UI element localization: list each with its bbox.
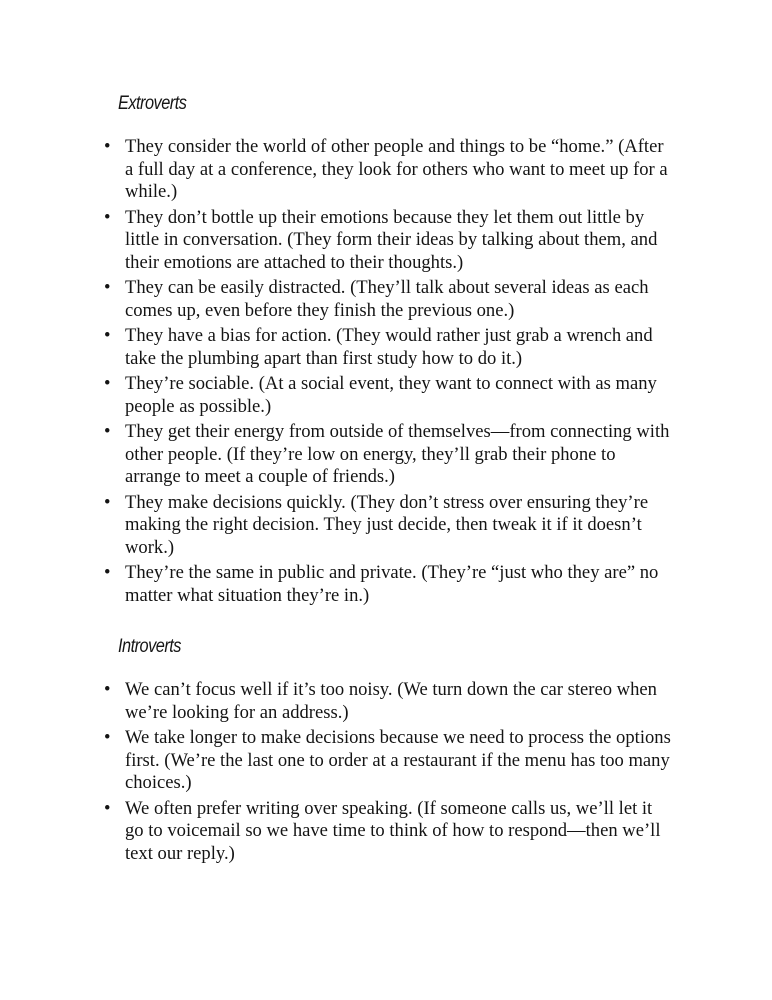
- bullet-icon: •: [104, 679, 111, 700]
- list-item: [0, 207, 772, 275]
- bullet-icon: •: [104, 491, 111, 513]
- list-item-text: They have a bias for action. (They would rather just grab a wrench and take the plumbing apart than first study how to do it.): [125, 325, 653, 369]
- bullet-icon: •: [104, 562, 111, 583]
- bullet-icon: •: [104, 277, 111, 298]
- extroverts-bullet-list: [0, 136, 772, 610]
- list-item-text: They consider the world of other people and things to be “home.” (After a full day at a conference, they look for others who want to meet up for a while.): [125, 136, 668, 202]
- list-item: [0, 325, 772, 370]
- list-item-text: They make decisions quickly. (They don’t stress over ensuring they’re making the right decision. They just decide, then tweak it if it doesn’t work.): [125, 491, 649, 558]
- list-item: [0, 562, 772, 607]
- section-heading-introverts: Introverts: [118, 636, 181, 657]
- list-item: [0, 727, 772, 795]
- list-item-text: They’re sociable. (At a social event, they want to connect with as many people as possible.): [125, 373, 657, 417]
- list-item: [0, 492, 772, 560]
- bullet-icon: •: [104, 136, 111, 157]
- bullet-icon: •: [104, 325, 111, 346]
- list-item-text: We take longer to make decisions because we need to process the options first. (We’re the last one to order at a restaurant if the menu has too many choices.): [125, 727, 671, 793]
- bullet-icon: •: [104, 373, 111, 394]
- list-item-text: They can be easily distracted. (They’ll talk about several ideas as each comes up, even before they finish the previous one.): [125, 277, 649, 321]
- bullet-icon: •: [104, 421, 111, 442]
- list-item-text: They’re the same in public and private. (They’re “just who they are” no matter what situation they’re in.): [125, 562, 659, 606]
- list-item: [0, 421, 772, 489]
- list-item-text: They don’t bottle up their emotions because they let them out little by little in conversation. (They form their ideas by talking about them, and their emotions are attached to their thoughts.): [125, 206, 658, 273]
- list-item: [0, 136, 772, 204]
- list-item-text: We can’t focus well if it’s too noisy. (We turn down the car stereo when we’re looking for an address.): [125, 679, 657, 723]
- list-item: [0, 679, 772, 724]
- bullet-icon: •: [104, 727, 111, 748]
- list-item: [0, 798, 772, 866]
- bullet-icon: •: [104, 206, 111, 228]
- introverts-bullet-list: [0, 679, 772, 868]
- list-item: [0, 277, 772, 322]
- bullet-icon: •: [104, 797, 111, 819]
- section-heading-extroverts: Extroverts: [118, 93, 187, 114]
- list-item-text: We often prefer writing over speaking. (If someone calls us, we’ll let it go to voicemail so we have time to think of how to respond—then we’ll text our reply.): [125, 797, 661, 864]
- list-item-text: They get their energy from outside of themselves—from connecting with other people. (If they’re low on energy, they’ll grab their phone to arrange to meet a couple of friends.): [125, 421, 670, 487]
- list-item: [0, 373, 772, 418]
